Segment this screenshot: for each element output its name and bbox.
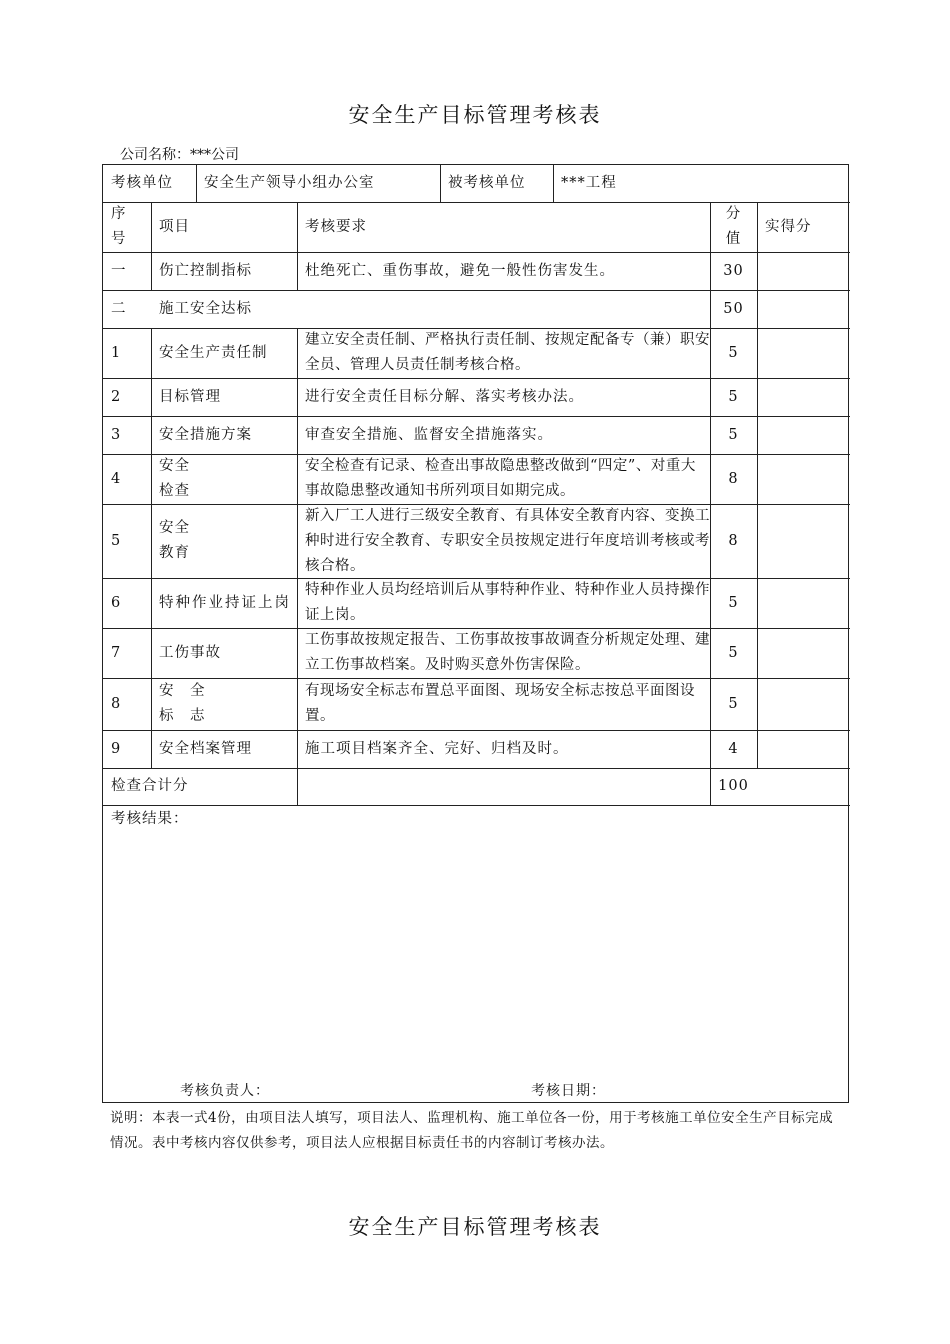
row-requirement: 进行安全责任目标分解、落实考核办法。 (305, 388, 584, 405)
row-item: 目标管理 (159, 388, 221, 405)
row-no: 二 (111, 300, 127, 317)
row-no: 5 (111, 532, 122, 549)
target-unit-value: ***工程 (561, 175, 617, 191)
row-score: 5 (728, 344, 739, 361)
result-label: 考核结果： (111, 810, 189, 827)
row-no: 6 (111, 594, 122, 611)
row-item: 安全措施方案 (159, 426, 252, 443)
row-score: 4 (728, 740, 739, 757)
row-requirement: 建立安全责任制、严格执行责任制、按规定配备专（兼）职安全员、管理人员责任制考核合格。 (305, 332, 710, 373)
company-name: 公司名称：***公司 (120, 147, 239, 163)
row-item: 施工安全达标 (159, 300, 252, 317)
row-score: 30 (723, 262, 744, 279)
row-item: 工伤事故 (159, 644, 221, 661)
row-no: 7 (111, 644, 122, 661)
total-label: 检查合计分 (111, 778, 189, 794)
row-no: 1 (111, 344, 122, 361)
col-requirement: 考核要求 (305, 218, 367, 235)
row-no: 9 (111, 740, 122, 757)
row-no: 一 (111, 262, 127, 279)
unit-value: 安全生产领导小组办公室 (204, 175, 375, 191)
row-no: 2 (111, 388, 122, 405)
row-score: 5 (728, 388, 739, 405)
row-item: 安全档案管理 (159, 740, 252, 757)
row-score: 5 (728, 644, 739, 661)
row-requirement: 新入厂工人进行三级安全教育、有具体安全教育内容、变换工种时进行安全教育、专职安全员按规定进行年度培训考核或考核合格。 (305, 507, 710, 574)
row-score: 5 (728, 695, 739, 712)
row-item: 安全生产责任制 (159, 344, 268, 361)
page-title: 安全生产目标管理考核表 (348, 103, 602, 127)
row-score: 8 (728, 470, 739, 487)
col-actual: 实得分 (765, 218, 812, 235)
target-unit-label: 被考核单位 (448, 175, 526, 191)
col-seq: 序 号 (111, 206, 127, 247)
row-score: 8 (728, 532, 739, 549)
row-requirement: 杜绝死亡、重伤事故，避免一般性伤害发生。 (305, 262, 615, 279)
row-no: 3 (111, 426, 122, 443)
row-item: 安全 检查 (159, 458, 190, 499)
row-item: 特种作业持证上岗 (159, 594, 291, 611)
unit-label: 考核单位 (111, 175, 173, 191)
row-item: 伤亡控制指标 (159, 262, 252, 279)
row-requirement: 施工项目档案齐全、完好、归档及时。 (305, 740, 569, 757)
assessor-label: 考核负责人： (180, 1083, 270, 1099)
row-requirement: 有现场安全标志布置总平面图、现场安全标志按总平面图设置。 (305, 683, 695, 724)
row-requirement: 审查安全措施、监督安全措施落实。 (305, 426, 553, 443)
row-requirement: 安全检查有记录、检查出事故隐患整改做到“四定”、对重大事故隐患整改通知书所列项目如期完成。 (305, 458, 696, 499)
row-score: 5 (728, 426, 739, 443)
assessment-date-label: 考核日期： (531, 1083, 606, 1099)
row-requirement: 特种作业人员均经培训后从事特种作业、特种作业人员持操作证上岗。 (305, 582, 710, 623)
row-item: 安全 教育 (159, 520, 190, 561)
col-score: 分 值 (725, 206, 742, 247)
total-score: 100 (718, 778, 749, 794)
row-no: 4 (111, 470, 122, 487)
col-item: 项目 (159, 218, 190, 235)
row-requirement: 工伤事故按规定报告、工伤事故按事故调查分析规定处理、建立工伤事故档案。及时购买意外伤害保险。 (305, 632, 710, 673)
row-item: 安 全 标 志 (159, 683, 206, 724)
assessment-table (102, 164, 849, 1103)
explanatory-note: 说明：本表一式4份，由项目法人填写，项目法人、监理机构、施工单位各一份，用于考核施工单位安全生产目标完成情况。表中考核内容仅供参考，项目法人应根据目标责任书的内容制订考核办法。 (110, 1110, 834, 1151)
row-score: 50 (723, 300, 744, 317)
page-title-repeat: 安全生产目标管理考核表 (348, 1215, 602, 1239)
row-no: 8 (111, 695, 122, 712)
row-score: 5 (728, 594, 739, 611)
